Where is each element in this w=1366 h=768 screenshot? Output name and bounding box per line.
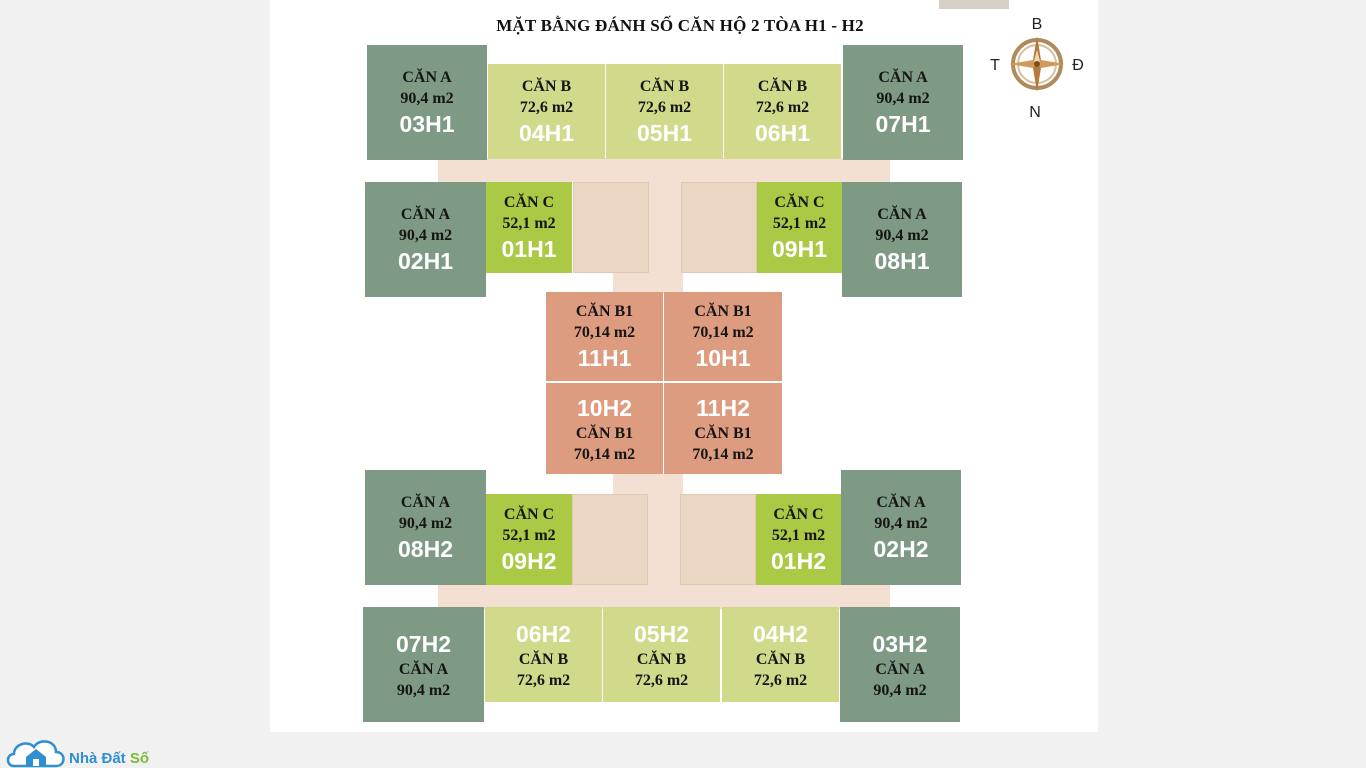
unit-code: 08H1 bbox=[874, 247, 930, 274]
unit-code: 09H2 bbox=[501, 547, 557, 574]
unit-area: 70,14 m2 bbox=[573, 445, 636, 463]
unit-code: 03H1 bbox=[399, 110, 455, 137]
unit-02h1 bbox=[365, 182, 486, 297]
unit-type-label: CĂN B1 bbox=[575, 424, 634, 442]
unit-area: 70,14 m2 bbox=[692, 445, 754, 463]
unit-11h2 bbox=[664, 383, 782, 474]
unit-type-label: CĂN B1 bbox=[694, 302, 752, 320]
corridor-top bbox=[438, 158, 890, 182]
unit-area: 52,1 m2 bbox=[772, 214, 827, 232]
service-room-h2-left bbox=[572, 494, 648, 585]
logo-text-accent: Số bbox=[129, 750, 150, 767]
unit-type-label: CĂN B1 bbox=[694, 424, 752, 442]
unit-type-label: CĂN B bbox=[757, 77, 808, 95]
unit-code: 04H1 bbox=[519, 119, 574, 146]
unit-type-label: CĂN A bbox=[875, 660, 925, 678]
unit-area: 90,4 m2 bbox=[875, 226, 929, 244]
service-room-h1-left bbox=[573, 182, 649, 273]
logo-wordmark bbox=[69, 750, 149, 767]
unit-type-label: CĂN A bbox=[876, 493, 926, 511]
unit-type-label: CĂN B bbox=[518, 650, 569, 668]
unit-10h1 bbox=[664, 292, 782, 381]
unit-01h1 bbox=[486, 182, 572, 273]
unit-05h1 bbox=[606, 64, 723, 159]
unit-area: 72,6 m2 bbox=[753, 671, 808, 689]
unit-type-label: CĂN A bbox=[877, 205, 927, 223]
unit-area: 72,6 m2 bbox=[634, 671, 689, 689]
unit-03h1 bbox=[367, 45, 487, 160]
unit-area: 90,4 m2 bbox=[873, 681, 927, 699]
service-room-h2-right bbox=[680, 494, 756, 585]
compass-north-label: B bbox=[1031, 16, 1043, 33]
unit-code: 11H2 bbox=[696, 394, 750, 421]
unit-code: 06H1 bbox=[755, 119, 810, 146]
unit-type-label: CĂN A bbox=[402, 68, 452, 86]
unit-09h1 bbox=[757, 182, 842, 273]
unit-area: 52,1 m2 bbox=[502, 214, 556, 232]
unit-code: 09H1 bbox=[772, 235, 827, 262]
unit-code: 02H2 bbox=[873, 535, 929, 562]
unit-area: 90,4 m2 bbox=[876, 89, 930, 107]
unit-area: 52,1 m2 bbox=[502, 526, 556, 544]
unit-05h2 bbox=[603, 607, 720, 702]
unit-code: 02H1 bbox=[398, 247, 453, 274]
unit-06h1 bbox=[724, 64, 841, 159]
unit-type-label: CĂN C bbox=[773, 505, 824, 523]
unit-code: 07H2 bbox=[396, 630, 451, 657]
unit-04h2 bbox=[722, 607, 839, 702]
unit-code: 01H2 bbox=[771, 547, 826, 574]
unit-08h1 bbox=[842, 182, 962, 297]
unit-07h1 bbox=[843, 45, 963, 160]
unit-code: 05H1 bbox=[637, 119, 692, 146]
unit-07h2 bbox=[363, 607, 484, 722]
unit-type-label: CĂN A bbox=[398, 660, 449, 678]
unit-10h2 bbox=[546, 383, 663, 474]
unit-type-label: CĂN B1 bbox=[575, 302, 634, 320]
compass-west-label: T bbox=[990, 57, 1000, 74]
top-decor-bar bbox=[939, 0, 1009, 9]
unit-area: 72,6 m2 bbox=[519, 98, 574, 116]
unit-type-label: CĂN A bbox=[878, 68, 928, 86]
unit-code: 11H1 bbox=[577, 344, 632, 371]
compass-east-label: Đ bbox=[1072, 57, 1084, 74]
unit-area: 70,14 m2 bbox=[573, 323, 636, 341]
unit-03h2 bbox=[840, 607, 960, 722]
unit-code: 07H1 bbox=[875, 110, 931, 137]
unit-area: 72,6 m2 bbox=[637, 98, 692, 116]
unit-area: 90,4 m2 bbox=[398, 226, 453, 244]
unit-type-label: CĂN C bbox=[503, 193, 555, 211]
unit-type-label: CĂN C bbox=[774, 193, 825, 211]
unit-04h1 bbox=[488, 64, 605, 159]
unit-area: 72,6 m2 bbox=[755, 98, 810, 116]
compass-south-label: N bbox=[1029, 104, 1041, 120]
logo-text-main: Nhà Đất bbox=[69, 750, 130, 767]
unit-06h2 bbox=[485, 607, 602, 702]
unit-code: 08H2 bbox=[398, 535, 453, 562]
corridor-bottom bbox=[438, 585, 890, 609]
unit-area: 52,1 m2 bbox=[771, 526, 826, 544]
unit-type-label: CĂN A bbox=[400, 493, 451, 511]
unit-code: 10H1 bbox=[695, 344, 751, 371]
unit-code: 06H2 bbox=[516, 620, 571, 647]
plan-title: MẶT BẰNG ĐÁNH SỐ CĂN HỘ 2 TÒA H1 - H2 bbox=[496, 16, 864, 35]
unit-area: 72,6 m2 bbox=[516, 671, 571, 689]
unit-code: 10H2 bbox=[577, 394, 632, 421]
unit-08h2 bbox=[365, 470, 486, 585]
unit-area: 90,4 m2 bbox=[396, 681, 451, 699]
unit-code: 03H2 bbox=[872, 630, 928, 657]
unit-area: 70,14 m2 bbox=[692, 323, 754, 341]
unit-type-label: CĂN B bbox=[636, 650, 687, 668]
unit-area: 90,4 m2 bbox=[398, 514, 453, 532]
unit-type-label: CĂN B bbox=[755, 650, 806, 668]
unit-area: 90,4 m2 bbox=[400, 89, 454, 107]
unit-02h2 bbox=[841, 470, 961, 585]
unit-code: 04H2 bbox=[753, 620, 808, 647]
unit-type-label: CĂN B bbox=[521, 77, 572, 95]
unit-11h1 bbox=[546, 292, 663, 381]
unit-type-label: CĂN C bbox=[503, 505, 555, 523]
unit-type-label: CĂN B bbox=[639, 77, 690, 95]
unit-code: 05H2 bbox=[634, 620, 689, 647]
unit-09h2 bbox=[486, 494, 572, 585]
unit-area: 90,4 m2 bbox=[874, 514, 928, 532]
compass-icon bbox=[990, 10, 1100, 120]
unit-01h2 bbox=[756, 494, 841, 585]
unit-type-label: CĂN A bbox=[400, 205, 451, 223]
unit-code: 01H1 bbox=[501, 235, 557, 262]
service-room-h1-right bbox=[681, 182, 757, 273]
